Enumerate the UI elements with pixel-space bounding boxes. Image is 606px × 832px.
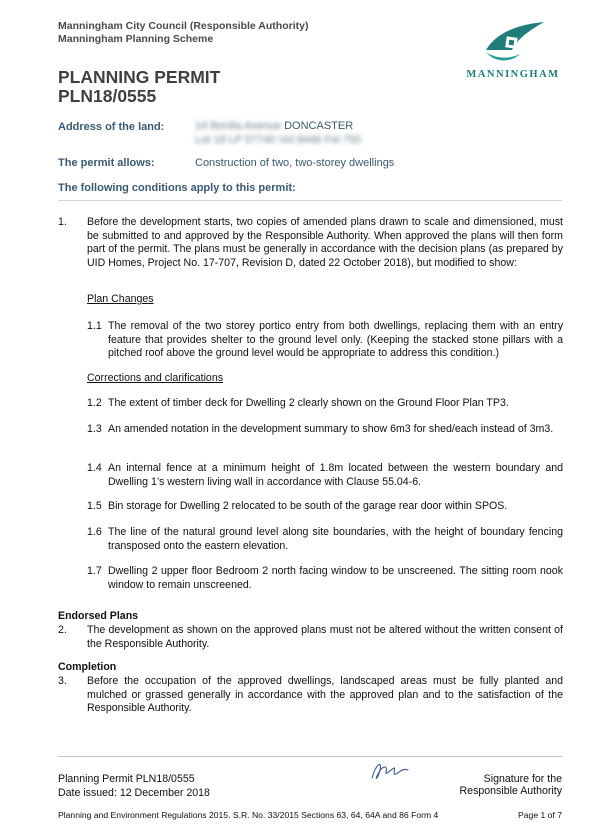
item-1-6-number: 1.6 xyxy=(87,526,102,538)
item-1-2-text: The extent of timber deck for Dwelling 2 clearly shown on the Ground Floor Plan TP3. xyxy=(108,397,509,409)
endorsed-plans-heading: Endorsed Plans xyxy=(58,610,139,622)
conditions-heading: The following conditions apply to this permit: xyxy=(58,182,296,194)
item-1-4-text: An internal fence at a minimum height of 1.8m located between the western boundary and Dwelling 1’s western living wall in accordance with Clause 55.04-6. xyxy=(108,462,563,488)
street-redacted: 14 Bonita Avenue xyxy=(195,120,282,132)
condition-1-number: 1. xyxy=(58,216,67,228)
item-1-3-number: 1.3 xyxy=(87,423,102,435)
suburb: DONCASTER xyxy=(284,120,354,132)
signature-line-1: Signature for the xyxy=(483,773,562,785)
regulations-note: Planning and Environment Regulations 2015. S.R. No. 33/2015 Sections 63, 64, 64A and 86 Form 4 xyxy=(58,810,439,820)
signature-line-2: Responsible Authority xyxy=(459,785,562,797)
council-header xyxy=(58,20,308,45)
planning-scheme: Manningham Planning Scheme xyxy=(58,32,214,45)
address-label: Address of the land: xyxy=(58,121,165,133)
condition-3-text: Before the occupation of the approved dwellings, landscaped areas must be fully planted and mulched or grassed generally in accordance with the approved plan and to the satisfaction of the Responsible Authority. xyxy=(87,675,563,714)
completion-heading: Completion xyxy=(58,661,117,673)
permit-number: PLN18/0555 xyxy=(58,86,157,106)
item-1-3-text: An amended notation in the development summary to show 6m3 for shed/each instead of 3m3. xyxy=(108,423,554,435)
item-1-5-text: Bin storage for Dwelling 2 relocated to be south of the garage rear door within SPOS. xyxy=(108,500,508,512)
item-1-1-text: The removal of the two storey portico entry from both dwellings, replacing them with an entry feature that provides shelter to the ground level only. (Keeping the stacked stone pillars with a pitched roof above the ground level would be appropriate to address this condition.) xyxy=(108,320,563,359)
condition-2-text: The development as shown on the approved plans must not be altered without the written consent of the Responsible Authority. xyxy=(87,624,563,650)
page-title xyxy=(58,68,220,106)
item-1-2-number: 1.2 xyxy=(87,397,102,409)
item-1-6-text: The line of the natural ground level along site boundaries, with the height of boundary fencing transposed onto the eastern elevation. xyxy=(108,526,563,552)
footer-date-issued: Date issued: 12 December 2018 xyxy=(58,787,210,799)
condition-3-number: 3. xyxy=(58,675,67,687)
item-1-1-number: 1.1 xyxy=(87,320,102,332)
plan-changes-heading: Plan Changes xyxy=(87,293,154,305)
address-line-1 xyxy=(195,120,353,132)
permit-allows-label: The permit allows: xyxy=(58,157,155,169)
permit-allows-value: Construction of two, two-storey dwellings xyxy=(195,157,395,169)
council-name: Manningham City Council (Responsible Authority) xyxy=(58,20,309,32)
item-1-5-number: 1.5 xyxy=(87,500,102,512)
lot-redacted: Lot 18 LP 57740 Vol 8446 Fol 750 xyxy=(195,134,362,146)
footer-permit-ref: Planning Permit PLN18/0555 xyxy=(58,773,195,785)
item-1-4-number: 1.4 xyxy=(87,462,102,474)
manningham-logo xyxy=(458,20,568,80)
signature-icon xyxy=(366,756,414,786)
signature-caption xyxy=(460,773,562,797)
item-1-7-text: Dwelling 2 upper floor Bedroom 2 north facing window to be unscreened. The sitting room nook window to remain unscreened. xyxy=(108,565,563,591)
logo-wordmark: MANNINGHAM xyxy=(466,69,560,80)
divider xyxy=(58,200,562,201)
title-line-1: PLANNING PERMIT xyxy=(58,67,221,87)
condition-2-number: 2. xyxy=(58,624,67,636)
condition-1-text: Before the development starts, two copies of amended plans drawn to scale and dimensioned, must be submitted to and approved by the Responsible Authority. When approved the plans will then form part of the permit. The plans must be generally in accordance with the decision plans (as prepared by UID Homes, Project No. 17-707, Revision D, dated 22 October 2018), but modified to show: xyxy=(87,216,563,269)
corrections-heading: Corrections and clarifications xyxy=(87,372,224,384)
manningham-logo-icon xyxy=(478,20,548,66)
item-1-7-number: 1.7 xyxy=(87,565,102,577)
page-number: Page 1 of 7 xyxy=(518,810,562,820)
footer-divider xyxy=(58,756,562,757)
